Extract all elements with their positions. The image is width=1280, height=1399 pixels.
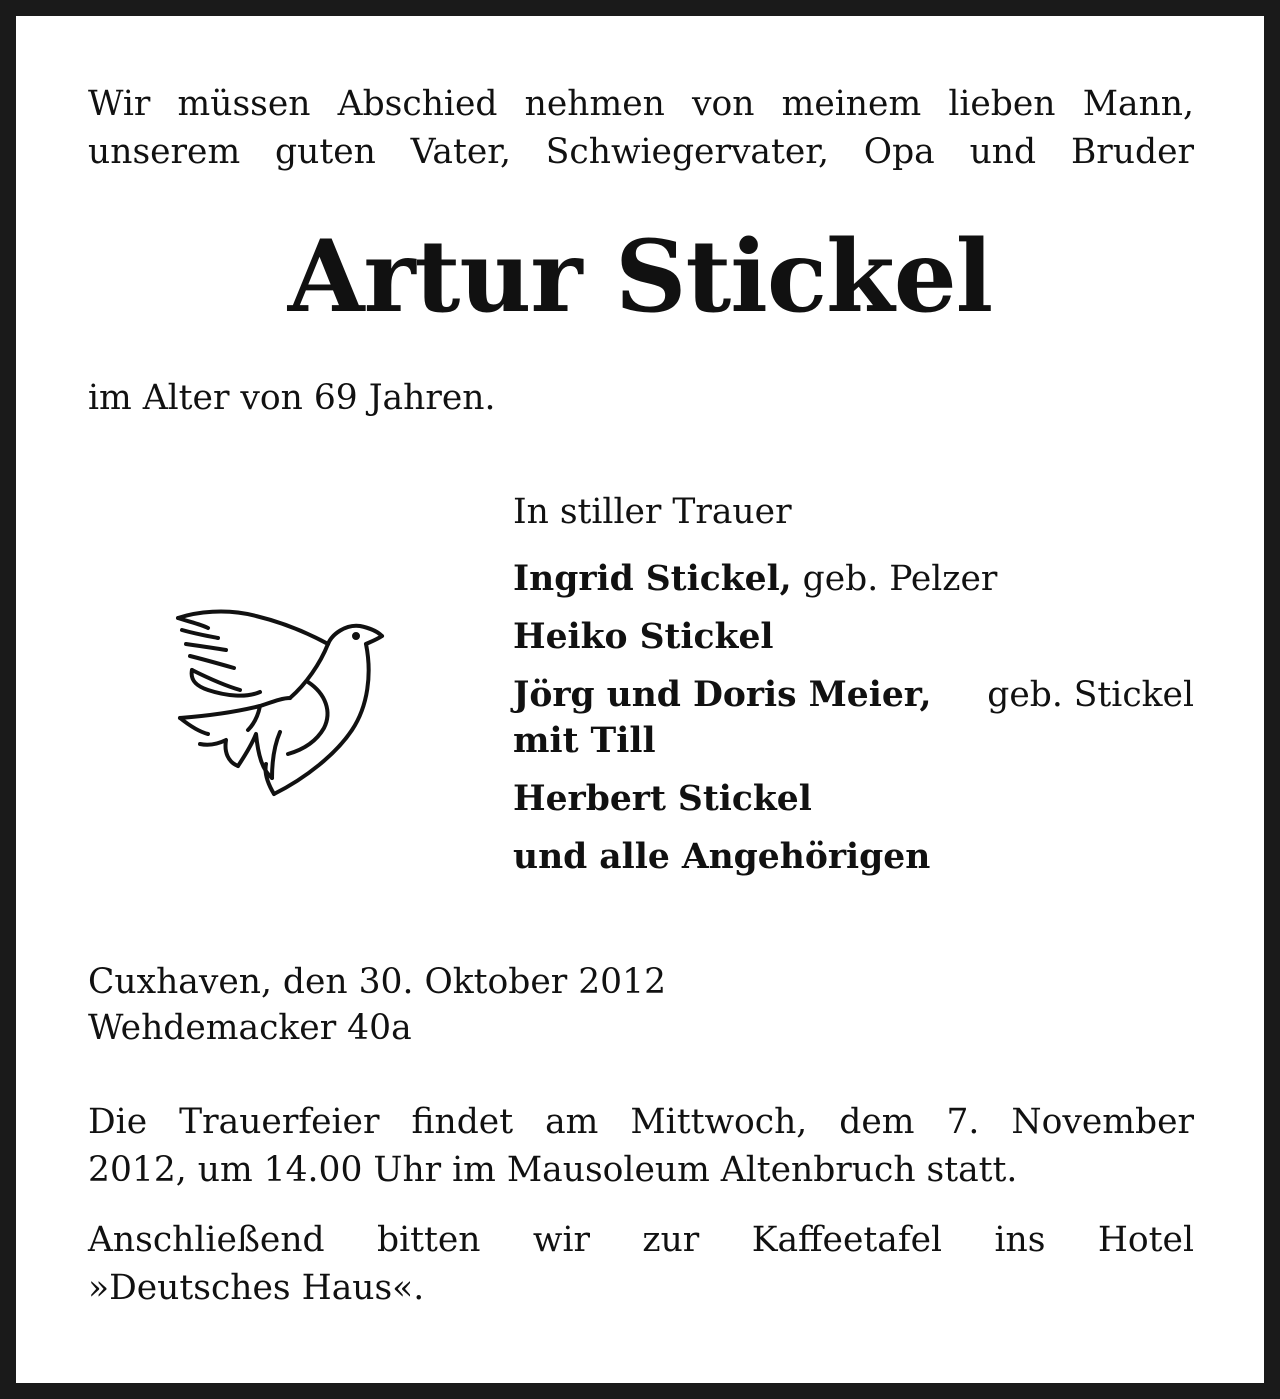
afterwards-line-2: »Deutsches Haus«. <box>88 1268 425 1308</box>
intro-line-1: Wir müssen Abschied nehmen von meinem lieben Mann, <box>88 84 1194 124</box>
obituary-notice <box>16 16 1264 1383</box>
dove-icon <box>156 594 396 804</box>
family-member-note: geb. Pelzer <box>802 559 998 599</box>
family-member-2 <box>513 614 774 660</box>
family-member-extra: mit Till <box>513 721 656 761</box>
intro-text <box>88 80 1194 176</box>
family-member-5 <box>513 834 930 880</box>
ceremony-line-1: Die Trauerfeier findet am Mittwoch, dem 7. November <box>88 1102 1194 1142</box>
family-member-name: Heiko Stickel <box>513 617 774 657</box>
address: Wehdemacker 40a <box>88 1008 412 1048</box>
family-member-name: Jörg und Doris Meier, <box>513 675 932 715</box>
family-member-name: Herbert Stickel <box>513 779 812 819</box>
family-member-1 <box>513 556 997 602</box>
family-member-name: und alle Angehörigen <box>513 837 931 877</box>
place-date: Cuxhaven, den 30. Oktober 2012 <box>88 962 667 1002</box>
family-member-4 <box>513 776 812 822</box>
ceremony-text <box>88 1098 1194 1194</box>
ceremony-line-2: 2012, um 14.00 Uhr im Mausoleum Altenbruch statt. <box>88 1150 1018 1190</box>
family-member-3 <box>513 672 1194 764</box>
family-member-note: geb. Stickel <box>987 675 1194 715</box>
afterwards-text <box>88 1216 1194 1312</box>
intro-line-2: unserem guten Vater, Schwiegervater, Opa und Bruder <box>88 132 1194 172</box>
deceased-name: Artur Stickel <box>287 219 993 335</box>
mourning-heading: In stiller Trauer <box>513 492 792 532</box>
age-text: im Alter von 69 Jahren. <box>88 378 496 418</box>
afterwards-line-1: Anschließend bitten wir zur Kaffeetafel ins Hotel <box>88 1220 1194 1260</box>
family-member-name: Ingrid Stickel, <box>513 559 792 599</box>
